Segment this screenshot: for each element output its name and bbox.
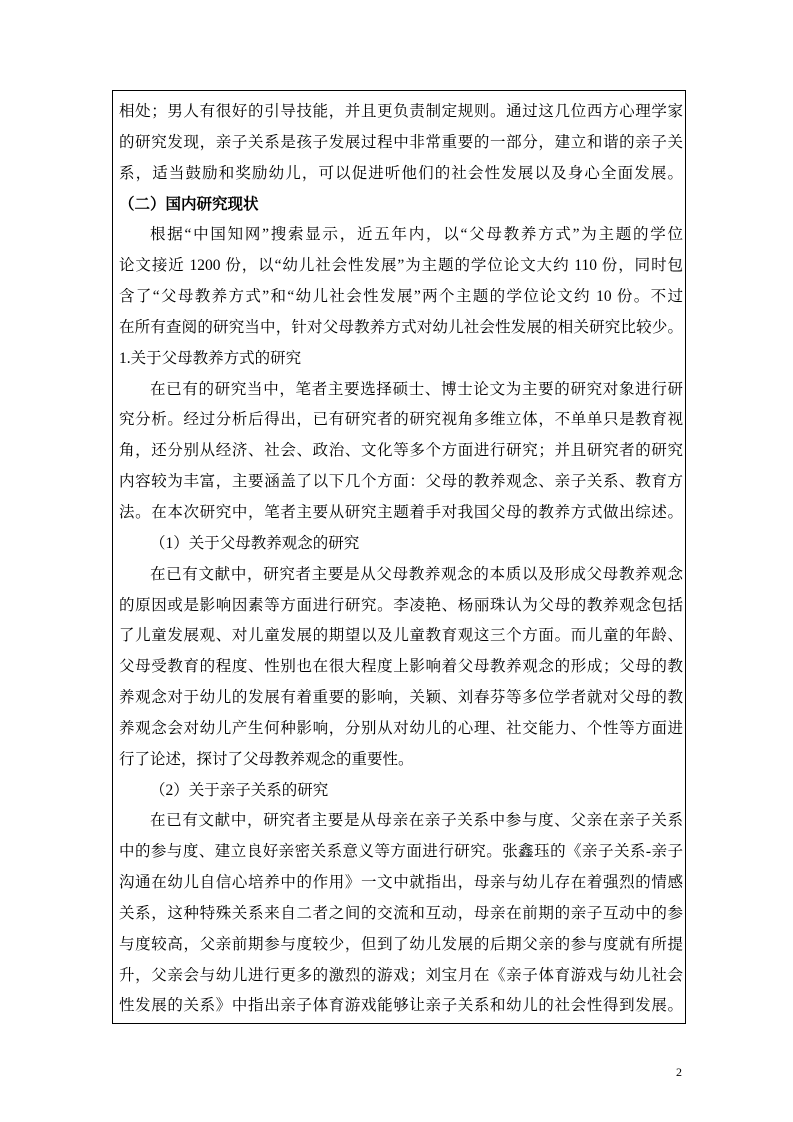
text-line: 升，父亲会与幼儿进行更多的激烈的游戏；刘宝月在《亲子体育游戏与幼儿社会 xyxy=(119,966,683,984)
text-line: 法。在本次研究中，笔者主要从研究主题着手对我国父母的教养方式做出综述。 xyxy=(119,503,683,521)
text-line: 相处；男人有很好的引导技能，并且更负责制定规则。通过这几位西方心理学家 xyxy=(119,103,683,120)
text-line: 内容较为丰富，主要涵盖了以下几个方面：父母的教养观念、亲子关系、教育方 xyxy=(119,473,683,491)
text-line: 在已有文献中，研究者主要是从母亲在亲子关系中参与度、父亲在亲子关系 xyxy=(150,812,683,830)
subsection-heading: 1.关于父母教养方式的研究 xyxy=(119,349,302,367)
paragraph-parent-child-relationship-research xyxy=(119,806,683,1022)
text-line: 在所有查阅的研究当中，针对父母教养方式对幼儿社会性发展的相关研究比较少。 xyxy=(119,318,683,336)
page-number: 2 xyxy=(676,1065,682,1079)
text-line: 与度较高，父亲前期参与度较少，但到了幼儿发展的后期父亲的参与度就有所提 xyxy=(119,935,683,953)
text-line: 养观念会对幼儿产生何种影响，分别从对幼儿的心理、社交能力、个性等方面进 xyxy=(119,719,683,737)
text-line: 沟通在幼儿自信心培养中的作用》一文中就指出，母亲与幼儿存在着强烈的情感 xyxy=(119,874,683,892)
text-line: 关系，这种特殊关系来自二者之间的交流和互动，母亲在前期的亲子互动中的参 xyxy=(119,904,683,922)
content-frame xyxy=(112,90,686,1024)
paragraph-parenting-concept-research xyxy=(119,560,683,776)
text-line: 在已有文献中，研究者主要是从父母教养观念的本质以及形成父母教养观念 xyxy=(150,565,683,583)
text-line: 养观念对于幼儿的发展有着重要的影响，关颖、刘春芬等多位学者就对父母的教 xyxy=(119,689,683,707)
text-line: 根据“中国知网”搜索显示，近五年内，以“父母教养方式”为主题的学位 xyxy=(150,226,683,244)
subsection-heading: （2）关于亲子关系的研究 xyxy=(150,781,329,799)
paragraph-intro-continuation xyxy=(119,97,683,190)
text-line: 的原因或是影响因素等方面进行研究。李凌艳、杨丽珠认为父母的教养观念包括 xyxy=(119,596,683,614)
text-line: 含了“父母教养方式”和“幼儿社会性发展”两个主题的学位论文约 10 份。不过 xyxy=(119,288,683,306)
text-line: 性发展的关系》中指出亲子体育游戏能够让亲子关系和幼儿的社会性得到发展。 xyxy=(119,997,683,1015)
paragraph-parenting-style-research xyxy=(119,375,683,529)
section-heading: （二）国内研究现状 xyxy=(119,195,259,213)
paragraph-domestic-research xyxy=(119,220,683,343)
text-line: 系，适当鼓励和奖励幼儿，可以促进听他们的社会性发展以及身心全面发展。 xyxy=(119,164,683,182)
text-line: 的研究发现，亲子关系是孩子发展过程中非常重要的一部分，建立和谐的亲子关 xyxy=(119,133,683,151)
text-line: 角，还分别从经济、社会、政治、文化等多个方面进行研究；并且研究者的研究 xyxy=(119,442,683,460)
text-line: 行了论述，探讨了父母教养观念的重要性。 xyxy=(119,750,414,768)
text-line: 在已有的研究当中，笔者主要选择硕士、博士论文为主要的研究对象进行研 xyxy=(150,380,683,398)
text-line: 中的参与度、建立良好亲密关系意义等方面进行研究。张鑫珏的《亲子关系-亲子 xyxy=(119,843,683,861)
text-line: 究分析。经过分析后得出，已有研究者的研究视角多维立体，不单单只是教育视 xyxy=(119,411,683,429)
text-line: 论文接近 1200 份，以“幼儿社会性发展”为主题的学位论文大约 110 份，同时包 xyxy=(119,257,683,275)
text-line: 父母受教育的程度、性别也在很大程度上影响着父母教养观念的形成；父母的教 xyxy=(119,658,683,676)
text-line: 了儿童发展观、对儿童发展的期望以及儿童教育观这三个方面。而儿童的年龄、 xyxy=(119,627,683,645)
subsection-heading: （1）关于父母教养观念的研究 xyxy=(150,534,360,552)
